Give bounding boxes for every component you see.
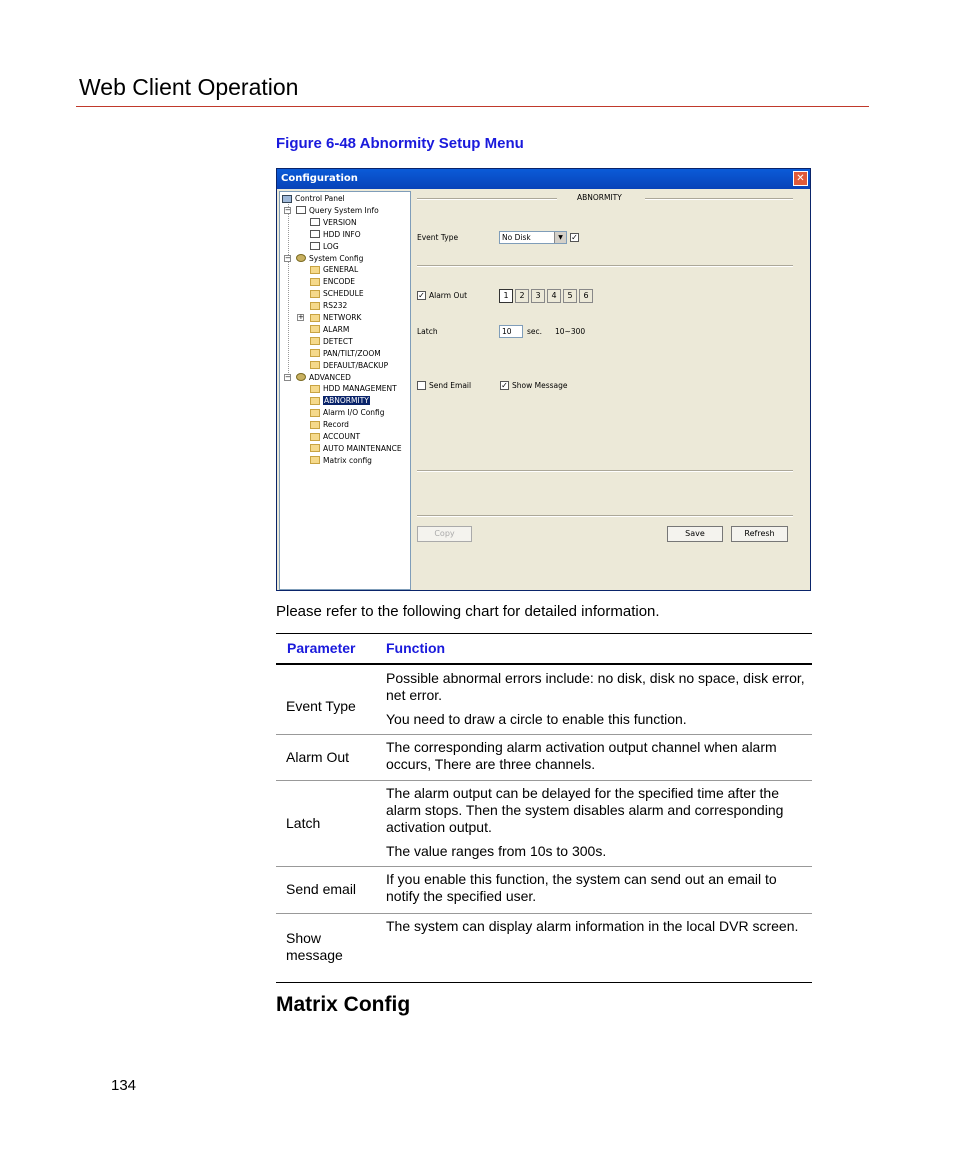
alarm-channel-button[interactable]: 1 (499, 289, 513, 303)
tree-item-label: ADVANCED (309, 372, 351, 382)
tree-item-label: HDD INFO (323, 229, 361, 239)
config-tree (279, 191, 411, 590)
chevron-down-icon: ▼ (554, 232, 566, 243)
tree-item[interactable] (310, 276, 355, 287)
folder-icon (310, 444, 320, 452)
folder-icon (310, 397, 320, 405)
tree-item[interactable] (310, 217, 357, 228)
folder-icon (310, 456, 320, 464)
collapse-icon[interactable]: − (285, 253, 291, 262)
tree-item-label: LOG (323, 241, 339, 251)
latch-input[interactable] (499, 325, 523, 338)
tree-item-label: SCHEDULE (323, 289, 364, 299)
table-row-rule (276, 780, 812, 781)
tree-item-label: DETECT (323, 336, 353, 346)
function-cell: The corresponding alarm activation output channel when alarm occurs, There are three channels. (386, 739, 777, 772)
alarm-out-checkbox[interactable]: ✓ (418, 291, 425, 300)
tree-item[interactable] (310, 229, 361, 240)
close-icon: ✕ (796, 173, 805, 184)
tree-connector-lines (288, 204, 290, 379)
tree-item-label: ALARM (323, 324, 350, 334)
param-cell: Show message (286, 930, 343, 963)
tree-item[interactable] (282, 193, 345, 204)
function-cell: If you enable this function, the system can send out an email to notify the specified user. (386, 871, 777, 904)
tree-item[interactable] (310, 407, 385, 418)
divider-2 (417, 470, 793, 472)
function-cell: The alarm output can be delayed for the specified time after the alarm stops. Then the system disables alarm and corresponding activation output. (386, 785, 784, 835)
tree-item[interactable] (310, 324, 349, 335)
refresh-button[interactable]: Refresh (731, 526, 788, 542)
tree-item-label: VERSION (323, 217, 357, 227)
function-header: Function (386, 640, 446, 656)
doc-icon (310, 242, 320, 250)
tree-item[interactable] (310, 383, 397, 394)
tree-item-label: Query System Info (309, 205, 379, 215)
folder-icon (310, 325, 320, 333)
param-header: Parameter (287, 640, 356, 656)
gear-icon (296, 373, 306, 381)
collapse-icon[interactable]: − (285, 372, 291, 381)
tree-item[interactable] (310, 241, 339, 252)
folder-icon (310, 385, 320, 393)
table-top-rule (276, 633, 812, 634)
latch-value: 10 (502, 327, 512, 336)
function-cell: The system can display alarm information in the local DVR screen. (386, 918, 799, 934)
table-row-rule (276, 734, 812, 735)
abnormity-panel (415, 191, 808, 590)
tree-item-label: PAN/TILT/ZOOM (323, 348, 381, 358)
folder-icon (310, 278, 320, 286)
tree-item-label: Alarm I/O Config (323, 408, 385, 418)
section-title: ABNORMITY (577, 193, 622, 202)
folder-icon (310, 337, 320, 345)
tree-item[interactable] (285, 205, 379, 216)
tree-item-label: System Config (309, 253, 364, 263)
folder-icon (310, 409, 320, 417)
section-rule-left (417, 198, 557, 200)
table-row-rule (276, 913, 812, 914)
expand-icon[interactable]: + (298, 313, 304, 321)
latch-unit: sec. (527, 327, 543, 336)
tree-item[interactable] (310, 336, 353, 347)
tree-item-label: RS232 (323, 301, 348, 311)
figure-caption: Figure 6-48 Abnormity Setup Menu (276, 135, 524, 152)
divider-3 (417, 515, 793, 517)
param-cell: Event Type (286, 698, 356, 714)
dialog-titlebar (277, 169, 810, 189)
folder-icon (310, 314, 320, 322)
tree-item-label: GENERAL (323, 265, 359, 275)
section-rule-right (645, 198, 793, 200)
doc-icon (296, 206, 306, 214)
gear-icon (296, 254, 306, 262)
tree-item[interactable] (310, 264, 358, 275)
alarm-channel-button[interactable]: 6 (579, 289, 593, 303)
event-type-label: Event Type (417, 233, 459, 242)
tree-item-label: ABNORMITY (324, 396, 369, 406)
tree-item-label: Record (323, 420, 349, 430)
send-email-checkbox[interactable] (417, 381, 426, 390)
tree-item[interactable] (310, 348, 381, 359)
page-number: 134 (111, 1077, 137, 1094)
page-header: Web Client Operation (79, 74, 299, 100)
divider-1 (417, 265, 793, 267)
tree-item-label: AUTO MAINTENANCE (323, 443, 402, 453)
folder-icon (310, 302, 320, 310)
section-heading: Matrix Config (276, 993, 411, 1016)
alarm-out-label: Alarm Out (429, 291, 468, 300)
table-row-rule (276, 982, 812, 983)
param-cell: Latch (286, 815, 321, 831)
alarm-channel-button[interactable]: 2 (515, 289, 529, 303)
tree-item-label: Control Panel (295, 194, 345, 203)
send-email-label: Send Email (429, 381, 472, 390)
tree-item[interactable] (310, 455, 372, 466)
tree-item[interactable] (285, 253, 364, 264)
save-button[interactable]: Save (667, 526, 723, 542)
tree-item-label: DEFAULT/BACKUP (323, 360, 389, 370)
latch-range: 10~300 (555, 327, 586, 336)
tree-item[interactable] (298, 312, 362, 323)
tree-item[interactable] (310, 431, 360, 442)
tree-item[interactable] (310, 443, 402, 454)
alarm-channel-button[interactable]: 5 (563, 289, 577, 303)
header-rule (76, 106, 869, 107)
doc-icon (310, 218, 320, 226)
dialog-title: Configuration (281, 173, 358, 184)
alarm-channel-button[interactable]: 3 (531, 289, 545, 303)
show-message-label: Show Message (512, 381, 568, 390)
tree-item[interactable] (285, 372, 351, 383)
intro-text: Please refer to the following chart for detailed information. (276, 603, 660, 620)
pc-icon (282, 195, 292, 203)
tree-item-label: NETWORK (323, 313, 362, 322)
param-cell: Alarm Out (286, 749, 350, 765)
folder-icon (310, 266, 320, 274)
tree-item[interactable] (310, 395, 370, 406)
latch-label: Latch (417, 327, 438, 336)
event-type-enable-checkbox[interactable]: ✓ (571, 233, 578, 242)
folder-icon (310, 349, 320, 357)
collapse-icon[interactable]: − (285, 205, 291, 214)
event-type-value: No Disk (502, 233, 531, 242)
alarm-channel-button[interactable]: 4 (547, 289, 561, 303)
tree-item[interactable] (310, 288, 364, 299)
configuration-dialog (276, 168, 811, 591)
event-type-select[interactable] (499, 231, 567, 244)
function-cell: The value ranges from 10s to 300s. (386, 843, 607, 859)
function-cell: You need to draw a circle to enable this function. (386, 711, 687, 727)
tree-item-label: HDD MANAGEMENT (323, 384, 397, 394)
tree-item[interactable] (310, 300, 347, 311)
tree-item[interactable] (310, 419, 349, 430)
show-message-checkbox[interactable]: ✓ (501, 381, 508, 390)
folder-icon (310, 421, 320, 429)
function-cell: Possible abnormal errors include: no disk, disk no space, disk error, net error. (386, 670, 805, 703)
folder-icon (310, 433, 320, 441)
tree-item-label: Matrix config (323, 455, 372, 465)
folder-icon (310, 290, 320, 298)
param-cell: Send email (286, 881, 357, 897)
copy-button[interactable]: Copy (417, 526, 472, 542)
folder-icon (310, 361, 320, 369)
tree-item-label: ENCODE (323, 277, 356, 287)
doc-icon (310, 230, 320, 238)
tree-item-label: ACCOUNT (323, 432, 361, 441)
table-row-rule (276, 866, 812, 867)
table-header-rule (276, 663, 812, 665)
close-button[interactable] (793, 171, 808, 186)
tree-item[interactable] (310, 360, 388, 371)
